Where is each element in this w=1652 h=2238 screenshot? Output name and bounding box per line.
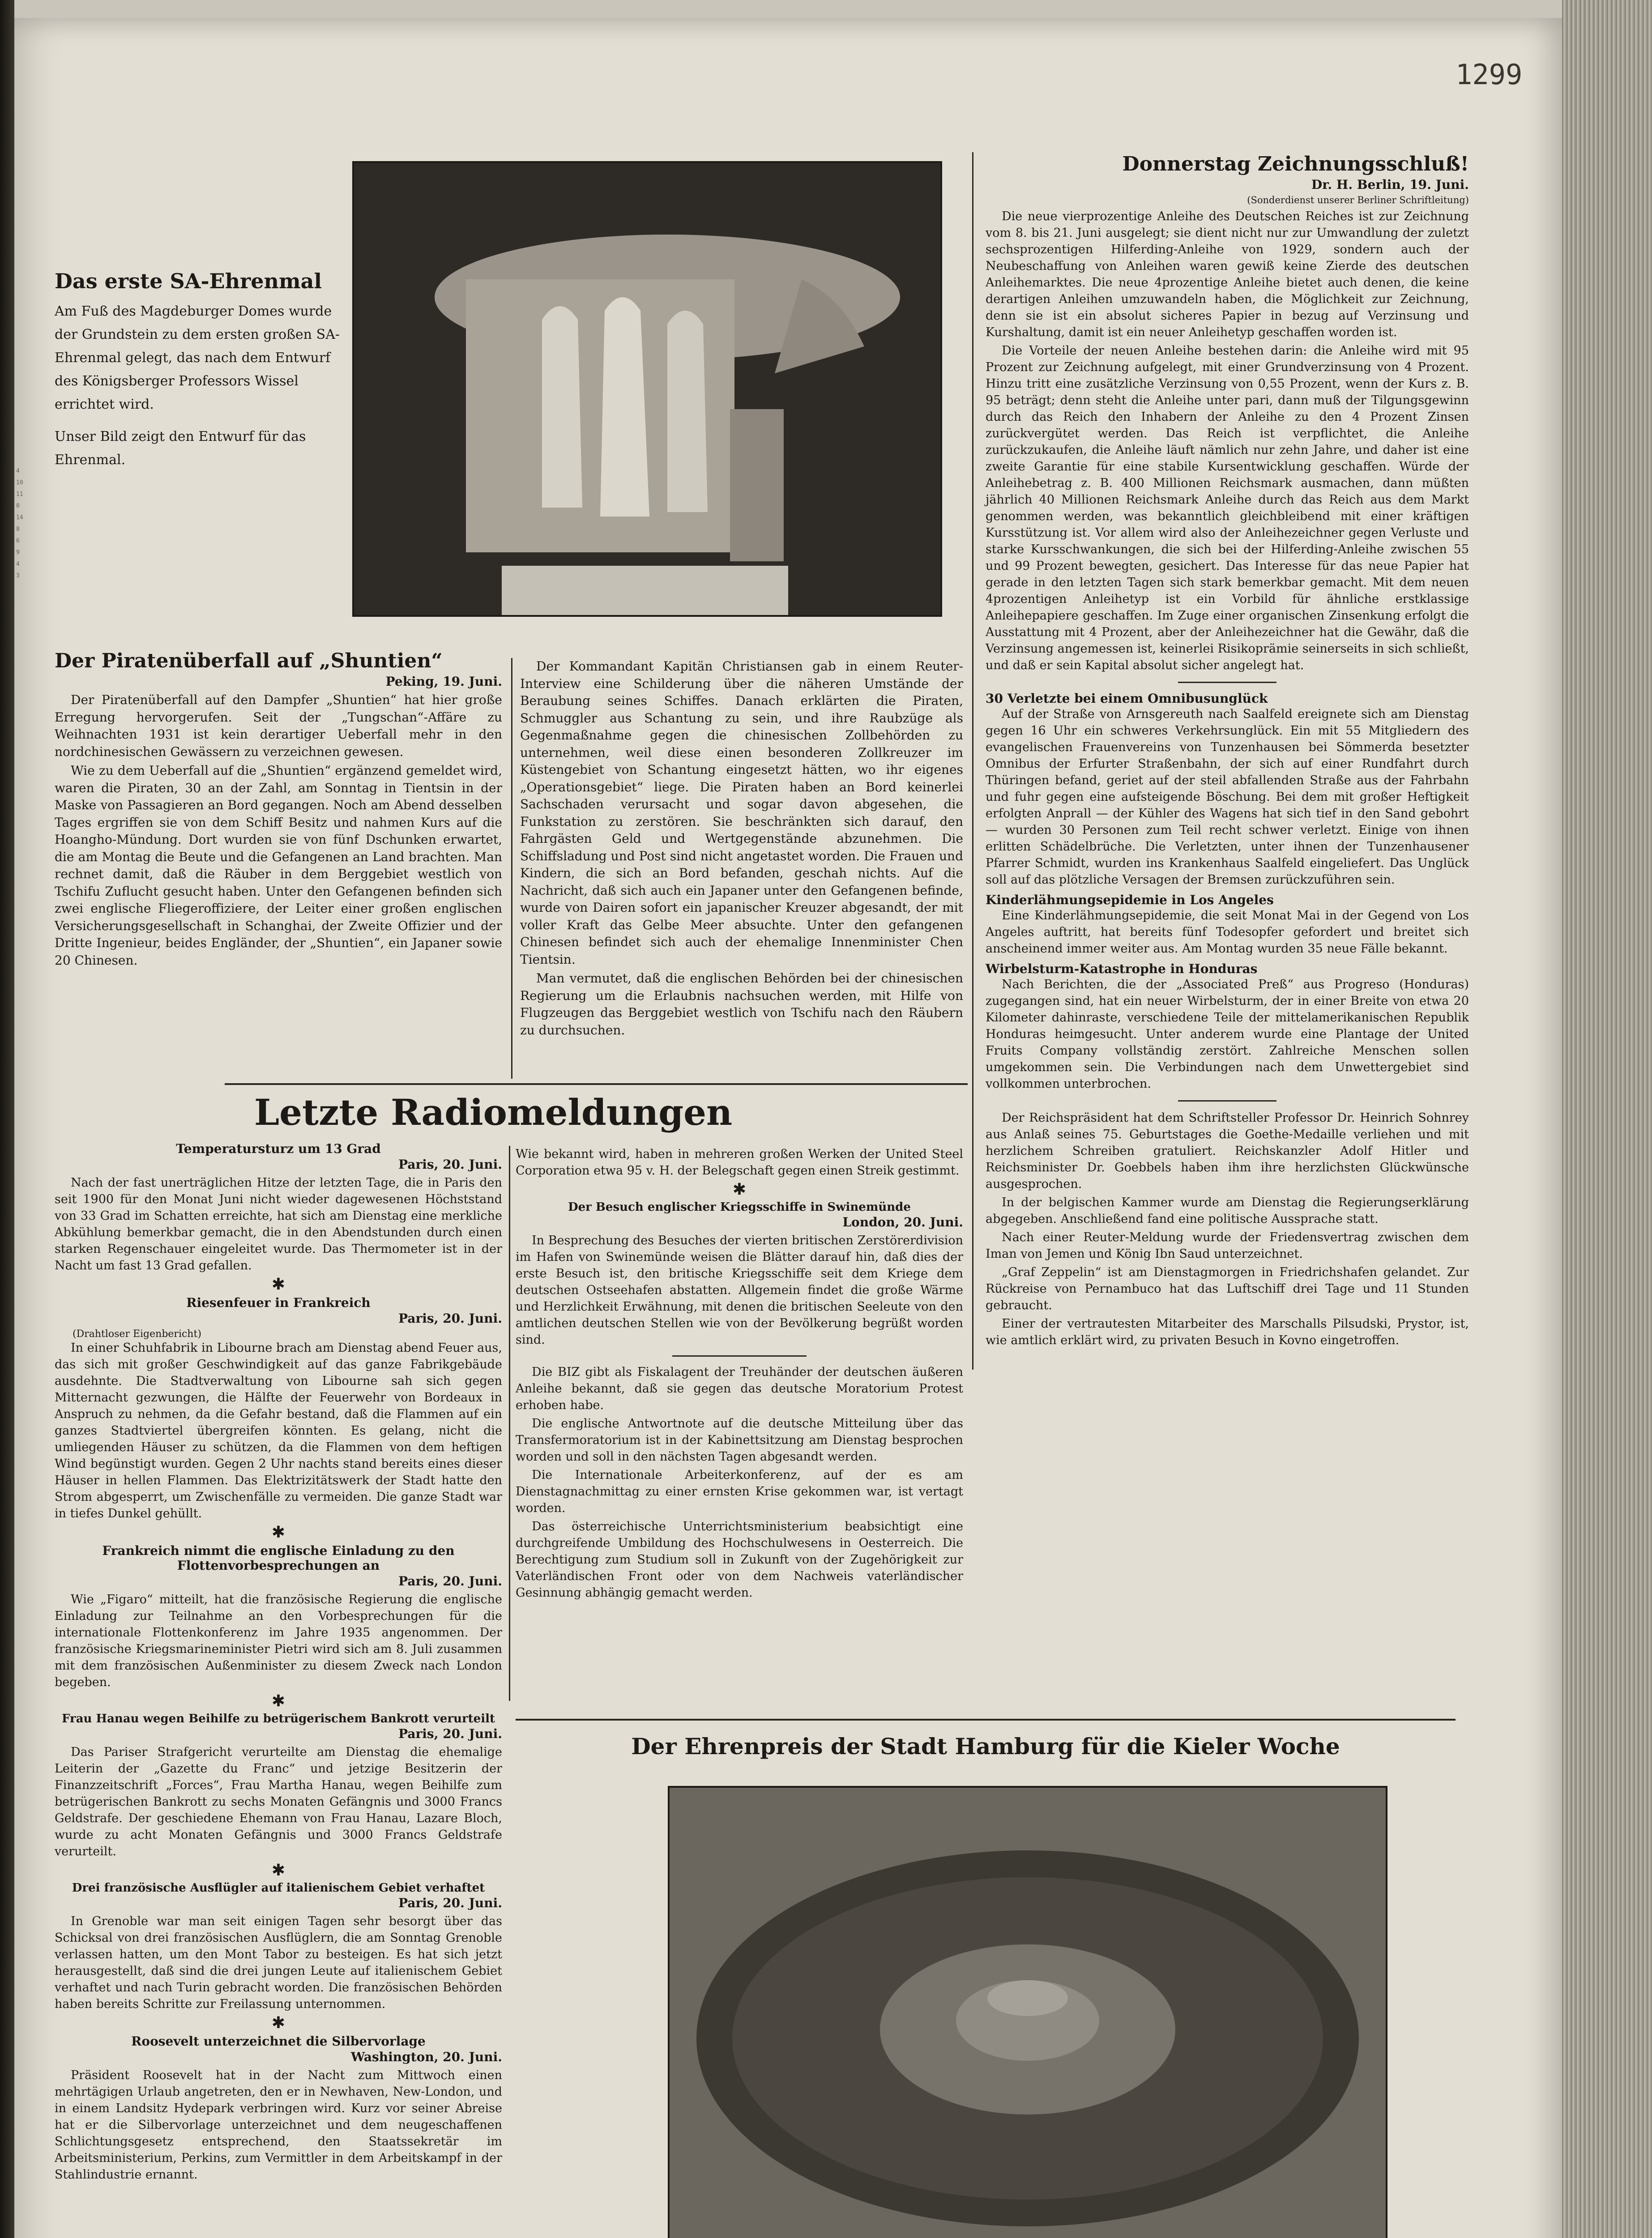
tourists-title: Drei französische Ausflügler auf italienischem Gebiet verhaftet	[72, 1881, 485, 1895]
hanau-paragraph: Das Pariser Strafgericht verurteilte am Dienstag die ehemalige Leiterin der „Gazette du Franc“ und jetzige Besitzerin der Finanzzeitschrift „Forces“, Frau Martha Hanau, wegen Beihilfe zum betrügerischen Bankrott zu sechs Monaten Gefängnis und 3000 Francs Geldstrafe. Der geschiedene Ehemann von Frau Hanau, Lazare Bloch, wurde zu acht Monaten Gefängnis und 3000 Francs Geldstrafe verurteilt.	[55, 1745, 502, 1858]
fleet-title: Frankreich nimmt die englische Einladung zu den Flottenvorbesprechungen an	[102, 1543, 455, 1573]
loan-article	[986, 152, 1469, 1350]
short-news-item: Nach einer Reuter-Meldung wurde der Friedensvertrag zwischen dem Iman von Jemen und König Ibn Saud unterzeichnet.	[986, 1230, 1469, 1261]
ships-title: Der Besuch englischer Kriegsschiffe in Swinemünde	[568, 1200, 911, 1214]
sa-monument-photo	[352, 161, 942, 617]
asterisk-separator: ✱	[271, 1523, 286, 1542]
silver-dateline: Washington, 20. Juni.	[350, 2050, 502, 2064]
silver-paragraph-cont: Wie bekannt wird, haben in mehreren großen Werken der United Steel Corporation etwa 95 v. H. der Belegschaft gegen einen Streik gestimmt.	[516, 1147, 963, 1178]
pirates-paragraph: Der Piratenüberfall auf den Dampfer „Shuntien“ hat hier große Erregung hervorgerufen. Seit der „Tungschan“-Affäre zu Weihnachten 1931 ist kein derartiger Ueberfall mehr in den nordchinesischen Gewässern zu verzeichnen gewesen.	[55, 692, 502, 759]
loan-subline: (Sonderdienst unserer Berliner Schriftleitung)	[1247, 195, 1469, 205]
bus-paragraph: Auf der Straße von Arnsgereuth nach Saalfeld ereignete sich am Dienstag gegen 16 Uhr ein schweres Verkehrsunglück. Ein mit 55 Mitgliedern des evangelischen Frauenvereins von Tunzenhausen bei Sömmerda besetzter Omnibus der Erfurter Straßenbahn, der sich auf einer Rundfahrt durch Thüringen befand, geriet auf der steil abfallenden Straße aus der Fahrbahn und fuhr gegen eine aufsteigende Böschung. Bei dem mit großer Heftigkeit erfolgten Anprall — der Kühler des Wagens hat sich tief in den Sand gebohrt — wurden 30 Personen zum Teil recht schwer verletzt. Einige von ihnen erlitten Schädelbrüche. Die Verletzten, unter ihnen der Tunzenhausener Pfarrer Schmidt, wurden ins Krankenhaus Saalfeld eingeliefert. Das Unglück soll auf das plötzliche Versagen der Bremsen zurückzuführen sein.	[986, 707, 1469, 887]
pirates-paragraph: Wie zu dem Ueberfall auf die „Shuntien“ ergänzend gemeldet wird, waren die Piraten, 30 an der Zahl, am Sonntag in Tientsin in der Maske von Passagieren an Bord gegangen. Noch am Abend desselben Tages ergriffen sie von dem Schiff Besitz und nahmen Kurs auf die Hoangho-Mündung. Dort wurden sie von fünf Dschunken erwartet, die am Montag die Beute und die Gefangenen an Land brachten. Man rechnet damit, daß die Räuber in dem Berggebiet westlich von Tschifu Zuflucht gesucht haben. Unter den Gefangenen befinden sich zwei englische Fliegeroffiziere, der Leiter einer großen englischen Versicherungsgesellschaft in Schanghai, der Zweite Offizier und der Dritte Ingenieur, beides Engländer, der „Shuntien“, ein Japaner sowie 20 Chinesen.	[55, 763, 502, 968]
honduras-title: Wirbelsturm-Katastrophe in Honduras	[986, 961, 1258, 976]
fleet-paragraph: Wie „Figaro“ mitteilt, hat die französische Regierung die englische Einladung zur Teilnahme an den Vorbesprechungen für die internationale Flottenkonferenz im Jahre 1935 angenommen. Der französische Kriegsmarineminister Pietri wird sich am 8. Juli zusammen mit dem französischen Außenminister zu diesem Zweck nach London begeben.	[55, 1593, 502, 1689]
asterisk-separator: ✱	[732, 1180, 747, 1199]
page-number: 1299	[1456, 58, 1523, 91]
pirates-paragraph: Der Kommandant Kapitän Christiansen gab in einem Reuter-Interview eine Schilderung über die näheren Umstände der Beraubung seines Schiffes. Danach erklärten die Piraten, Schmuggler aus Schantung zu sein, und ihre Raubzüge als Gegenmaßnahme gegen die chinesischen Zollbehörden zu unternehmen, weil diese einen besonderen Zollkreuzer im Küstengebiet von Schantung eingesetzt hätten, wo ihr eigenes „Operationsgebiet“ liege. Die Piraten haben an Bord keinerlei Sachschaden verursacht und sogar davon abgesehen, die Funkstation zu zerstören. Sie beschränkten sich darauf, den Fahrgästen Geld und Wertgegenstände abzunehmen. Die Schiffsladung und Post sind nicht angetastet worden. Die Frauen und Kindern, die sich an Bord befanden, geschah nichts. Auf die Nachricht, daß sich auch ein Japaner unter den Gefangenen befinde, wurde von Dairen sofort ein japanischer Kreuzer abgesandt, der mit voller Kraft das Gelbe Meer absuchte. Unter den gefangenen Chinesen befindet sich auch der ehemalige Innenminister Chen Tientsin.	[520, 659, 963, 967]
loan-paragraph: Die neue vierprozentige Anleihe des Deutschen Reiches ist zur Zeichnung vom 8. bis 21. Juni ausgelegt; sie dient nicht nur zur Umwandlung der zuletzt sechsprozentigen Hilferding-Anleihe von 1929, sondern auch der Neubeschaffung von Anleihen waren gewiß keine Zierde des deutschen Anleihemarktes. Die neue 4prozentige Anleihe bietet auch denen, die keine derartigen Anleihen umzuwandeln haben, die Möglichkeit zur Zeichnung, denn sie ist ein absolut sicheres Papier in bezug auf Verzinsung und Kurshaltung, damit ist ein neuer Anleihetyp geschaffen worden ist.	[986, 209, 1469, 339]
short-news-item: Der Reichspräsident hat dem Schriftsteller Professor Dr. Heinrich Sohnrey aus Anlaß seines 75. Geburtstages die Goethe-Medaille verliehen und mit herzlichem Schreiben gratuliert. Reichskanzler Adolf Hitler und Reichsminister Dr. Goebbels haben ihm ihre herzlichsten Glückwünsche ausgesprochen.	[986, 1111, 1469, 1191]
radio-column-left	[55, 1141, 502, 2185]
temp-dateline: Paris, 20. Juni.	[398, 1157, 502, 1172]
polio-paragraph: Eine Kinderlähmungsepidemie, die seit Monat Mai in der Gegend von Los Angeles auftritt, hat bereits fünf Todesopfer gefordert und breitet sich anscheinend immer weiter aus. Am Montag wurden 35 neue Fälle bekannt.	[986, 909, 1469, 956]
short-news-list	[986, 1110, 1469, 1349]
temp-title: Temperatursturz um 13 Grad	[176, 1141, 381, 1156]
temp-paragraph: Nach der fast unerträglichen Hitze der letzten Tage, die in Paris den seit 1900 für den Monat Juni nicht wieder dagewesenen Höchststand von 33 Grad im Schatten erreichte, hat sich am Dienstag eine merkliche Abkühlung bemerkbar gemacht, die in den Abendstunden durch einen starken Regenschauer eingeleitet wurde. Das Thermometer ist in der Nacht um fast 13 Grad gefallen.	[55, 1176, 502, 1273]
book-binding-edge	[0, 0, 14, 2238]
asterisk-separator: ✱	[271, 1861, 286, 1879]
section-divider	[672, 1355, 807, 1357]
column-rule	[509, 1146, 510, 1701]
fire-title: Riesenfeuer in Frankreich	[186, 1295, 371, 1310]
section-rule	[225, 1083, 968, 1085]
hamburg-trophy-photo	[668, 1786, 1387, 2238]
polio-title: Kinderlähmungsepidemie in Los Angeles	[986, 893, 1274, 907]
silver-bowl-image	[670, 1788, 1386, 2238]
sa-monument-caption: Unser Bild zeigt den Entwurf für das Ehrenmal.	[55, 429, 306, 468]
ships-dateline: London, 20. Juni.	[842, 1215, 963, 1230]
tourists-paragraph: In Grenoble war man seit einigen Tagen sehr besorgt über das Schicksal von drei französischen Ausflüglern, die am Sonntag Grenoble verlassen hatten, um den Mont Tabor zu besteigen. Es hat sich jetzt herausgestellt, daß sind die drei jungen Leute auf italienischem Gebiet verhaftet und nach Turin gebracht worden. Die französischen Behörden haben bereits Schritte zur Freilassung unternommen.	[55, 1914, 502, 2011]
hamburg-title: Der Ehrenpreis der Stadt Hamburg für die Kieler Woche	[631, 1733, 1340, 1760]
fleet-dateline: Paris, 20. Juni.	[398, 1574, 502, 1589]
pirates-article-cont	[520, 658, 963, 1041]
bus-title: 30 Verletzte bei einem Omnibusunglück	[986, 691, 1268, 706]
radio-misc-item: Die englische Antwortnote auf die deutsche Mitteilung über das Transfermoratorium ist in der Kabinettsitzung am Dienstag besprochen worden und soll in den nächsten Tagen abgesandt werden.	[516, 1417, 963, 1464]
loan-title: Donnerstag Zeichnungsschluß!	[1122, 153, 1469, 175]
column-rule	[972, 152, 973, 1370]
hanau-title: Frau Hanau wegen Beihilfe zu betrügerischem Bankrott verurteilt	[62, 1712, 495, 1725]
loan-paragraph: Die Vorteile der neuen Anleihe bestehen darin: die Anleihe wird mit 95 Prozent zur Zeichnung aufgelegt, mit einer Grundverzinsung von 4 Prozent. Hinzu tritt eine zusätzliche Verzinsung von 0,55 Prozent, wenn der Kurs z. B. 95 beträgt; denn steht die Anleihe unter pari, dann muß der Tilgungsgewinn durch das Reich den Inhabern der Anleihe zu den 4 Prozent Zinsen zurückvergütet werden. Das Reich ist verpflichtet, die Anleihe zurückzukaufen, die Anleihe läuft nämlich nur zehn Jahre, und daher ist eine zweite Garantie für eine stabile Kursentwicklung geschaffen. Würde der Anleihebetrag z. B. 400 Millionen Reichsmark ausmachen, dann müßten jährlich 40 Millionen Reichsmark Anleihe durch das Reich aus dem Markt genommen werden, was bekanntlich gleichbleibend mit einer kräftigen Kursstützung ist. Vor allem wird also der Anleihezeichner gegen Verluste und starke Kursschwankungen, die sich bei der Hilferding-Anleihe zwischen 55 und 99 Prozent bewegten, gesichert. Das Interesse für das neue Papier hat gerade in den letzten Tagen sich stark bemerkbar gemacht. Mit dem neuen 4prozentigen Anleihetyp ist ein Vorbild für ähnliche erstklassige Anleihepapiere geschaffen. Im Zuge einer organischen Zinsenkung erfolgt die Ausstattung mit 4 Prozent, aber der Anleihezeichner hat die Gewähr, daß die Verzinsung angemessen ist, keinerlei Risikoprämie seinerseits in sich schließt, und daß er sein Kapital absolut sicher angelegt hat.	[986, 344, 1469, 672]
sa-monument-image	[354, 163, 940, 615]
asterisk-separator: ✱	[271, 1692, 286, 1710]
ships-paragraph: In Besprechung des Besuches der vierten britischen Zerstörerdivision im Hafen von Swinemünde weisen die Blätter darauf hin, daß dies der erste Besuch ist, den britische Kriegsschiffe seit dem Kriege dem deutschen Ostseehafen abstatten. Allgemein findet die große Wärme und Herzlichkeit Erwähnung, mit denen die britischen Seeleute von den amtlichen deutschen Stellen wie von der Bevölkerung begrüßt worden sind.	[516, 1234, 963, 1347]
radio-column-middle	[516, 1146, 963, 1603]
radio-misc-item: Die Internationale Arbeiterkonferenz, auf der es am Dienstagnachmittag zu einer ernsten Krise gekommen war, ist vertagt worden.	[516, 1468, 963, 1515]
short-news-item: In der belgischen Kammer wurde am Dienstag die Regierungserklärung abgegeben. Anschließend fand eine politische Aussprache statt.	[986, 1196, 1469, 1226]
radio-banner: Letzte Radiomeldungen	[254, 1091, 733, 1133]
book-page-stack	[1562, 0, 1652, 2238]
fire-paragraph: In einer Schuhfabrik in Libourne brach am Dienstag abend Feuer aus, das sich mit großer Geschwindigkeit auf das ganze Fabrikgebäude ausdehnte. Die Stadtverwaltung von Libourne sah sich gegen Mitternacht gezwungen, die Hälfte der Feuerwehr von Bordeaux in Anspruch zu nehmen, da die Gefahr bestand, daß die Flammen auf ein ganzes Stadtviertel übergreifen könnten. Es gelang, nicht die umliegenden Häuser zu schützen, da die Flammen von dem heftigen Wind begünstigt wurden. Gegen 2 Uhr nachts stand bereits eines dieser Häuser in hellen Flammen. Das Elektrizitätswerk der Stadt hatte den Strom abgesperrt, um Zwischenfälle zu vermeiden. Die ganze Stadt war in tiefes Dunkel gehüllt.	[55, 1341, 502, 1520]
short-news-item: Einer der vertrautesten Mitarbeiter des Marschalls Pilsudski, Prystor, ist, wie amtlich erklärt wird, zu privaten Besuch in Kovno eingetroffen.	[986, 1317, 1469, 1347]
radio-misc-item: Die BIZ gibt als Fiskalagent der Treuhänder der deutschen äußeren Anleihe bekannt, daß sie gegen das deutsche Moratorium Protest erhoben habe.	[516, 1365, 963, 1412]
fire-dateline: Paris, 20. Juni.	[398, 1311, 502, 1326]
margin-ruler: 4 10 11 0 14 8 6 9 4 3	[16, 468, 23, 579]
fire-subline: (Drahtloser Eigenbericht)	[73, 1328, 201, 1340]
silver-paragraph: Präsident Roosevelt hat in der Nacht zum Mittwoch einen mehrtägigen Urlaub angetreten, den er in Newhaven, New-London, und in einem Landsitz Hydepark verbringen wird. Kurz vor seiner Abreise hat er die Silbervorlage unterzeichnet und dem neugeschaffenen Schlichtungsgesetz entsprechend, den Staatssekretär im Arbeitsministerium, Perkins, zum Vermittler in dem Arbeitskampf in der Stahlindustrie ernannt.	[55, 2068, 502, 2182]
loan-dateline: Dr. H. Berlin, 19. Juni.	[1311, 177, 1469, 192]
short-news-item: „Graf Zeppelin“ ist am Dienstagmorgen in Friedrichshafen gelandet. Zur Rückreise von Pernambuco hat das Luftschiff drei Tage und 11 Stunden gebraucht.	[986, 1265, 1469, 1312]
asterisk-separator: ✱	[271, 1275, 286, 1294]
sa-monument-title: Das erste SA-Ehrenmal	[55, 269, 322, 293]
column-rule	[511, 658, 512, 1079]
pirates-article	[55, 649, 502, 971]
newspaper-page	[14, 18, 1562, 2238]
section-divider	[1178, 1100, 1276, 1102]
tourists-dateline: Paris, 20. Juni.	[398, 1896, 502, 1910]
sa-monument-text: Am Fuß des Magdeburger Domes wurde der Grundstein zu dem ersten großen SA-Ehrenmal gelegt, das nach dem Entwurf des Königsberger Professors Wissel errichtet wird.	[55, 303, 340, 412]
section-rule	[516, 1719, 1456, 1721]
silver-title: Roosevelt unterzeichnet die Silbervorlage	[131, 2034, 426, 2049]
radio-misc-list	[516, 1364, 963, 1601]
section-divider	[1178, 682, 1276, 683]
honduras-paragraph: Nach Berichten, die der „Associated Preß“ aus Progreso (Honduras) zugegangen sind, hat ein neuer Wirbelsturm, der in einer Breite von etwa 20 Kilometer dahinraste, verschiedene Teile der mittelamerikanischen Republik Honduras heimgesucht. Unter anderem wurde eine Plantage der United Fruits Company vollständig zerstört. Zahlreiche Menschen sollen umgekommen sein. Die Verbindungen nach dem Unwettergebiet sind vollkommen unterbrochen.	[986, 978, 1469, 1091]
pirates-dateline: Peking, 19. Juni.	[385, 674, 502, 689]
asterisk-separator: ✱	[271, 2014, 286, 2032]
sa-monument-block	[55, 269, 341, 472]
pirates-paragraph: Man vermutet, daß die englischen Behörden bei der chinesischen Regierung um die Erlaubnis nachsuchen werden, mit Hilfe von Flugzeugen das Berggebiet westlich von Tschifu nach den Räubern zu durchsuchen.	[520, 971, 963, 1038]
hanau-dateline: Paris, 20. Juni.	[398, 1726, 502, 1741]
radio-misc-item: Das österreichische Unterrichtsministerium beabsichtigt eine durchgreifende Umbildung des Hochschulwesens in Oesterreich. Die Berechtigung zum Studium soll in Zukunft von der Zugehörigkeit zur Vaterländischen Front oder von dem Nachweis vaterländischer Gesinnung abhängig gemacht werden.	[516, 1520, 963, 1600]
pirates-title: Der Piratenüberfall auf „Shuntien“	[55, 649, 443, 672]
